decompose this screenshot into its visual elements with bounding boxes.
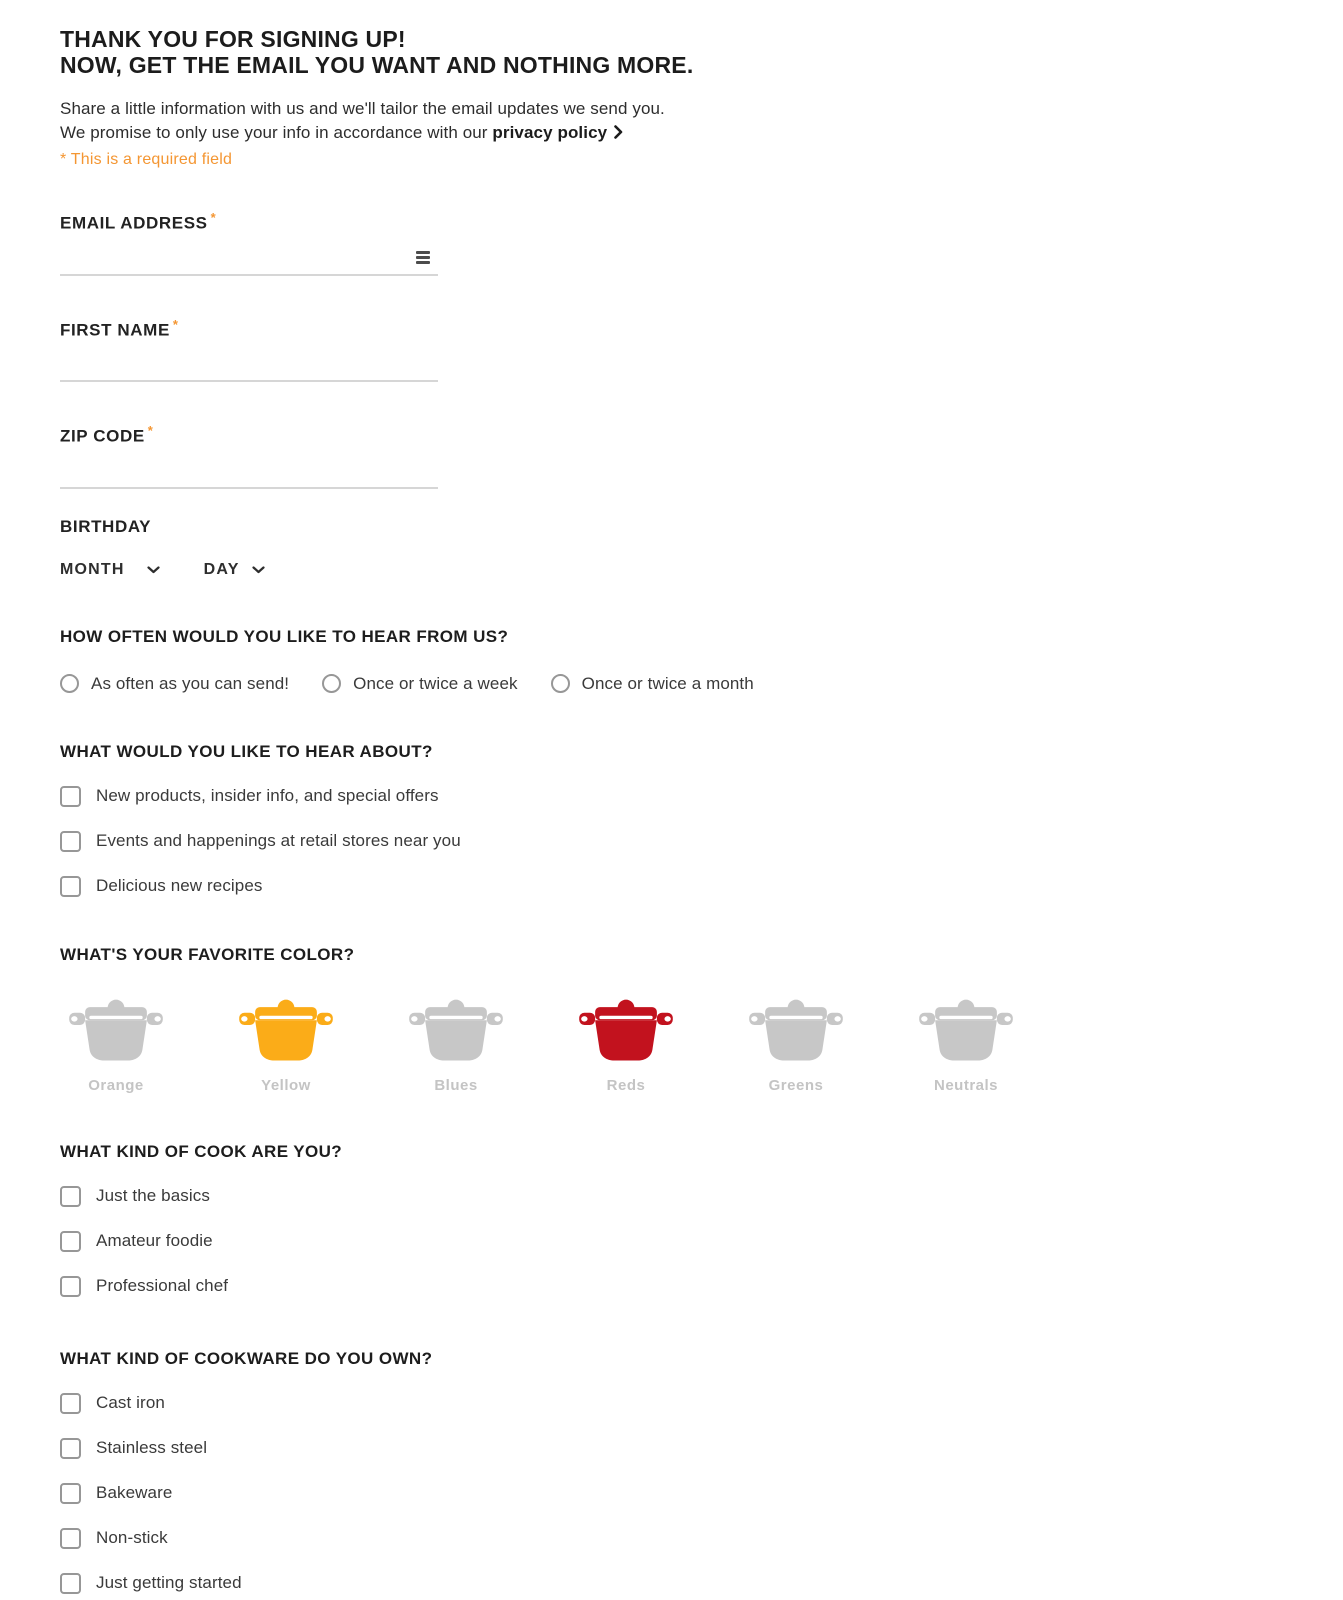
cookware-options	[60, 1393, 1343, 1594]
first-name-field-group	[60, 317, 438, 383]
pot-icon	[236, 995, 336, 1068]
intro-line2-prefix: We promise to only use your info in accordance with our	[60, 122, 493, 142]
color-option-label: Reds	[606, 1076, 646, 1094]
color-option-label: Greens	[768, 1076, 824, 1094]
first-name-label-text: FIRST NAME	[60, 320, 170, 340]
email-required-asterisk: *	[210, 210, 217, 225]
pot-icon	[746, 995, 846, 1068]
color-option-label: Blues	[434, 1076, 478, 1094]
frequency-option-monthly[interactable]	[551, 674, 754, 694]
pot-icon	[406, 995, 506, 1068]
color-option-label: Neutrals	[933, 1076, 999, 1094]
zip-label	[60, 423, 438, 447]
cook-checkbox-amateur[interactable]	[60, 1231, 81, 1252]
cook-type-options	[60, 1186, 1343, 1297]
cookware-option-label: Stainless steel	[96, 1438, 208, 1458]
cookware-checkbox-cast-iron[interactable]	[60, 1393, 81, 1414]
zip-input[interactable]	[60, 449, 438, 489]
color-option-label: Yellow	[261, 1076, 311, 1094]
zip-label-text: ZIP CODE	[60, 426, 145, 446]
pot-icon	[66, 995, 166, 1068]
color-options	[60, 995, 1343, 1094]
frequency-option-label: As often as you can send!	[91, 673, 290, 693]
favorite-color-heading: WHAT'S YOUR FAVORITE COLOR?	[60, 944, 355, 964]
frequency-radio-as-often[interactable]	[60, 674, 79, 693]
color-option-label: Orange	[88, 1076, 144, 1094]
intro-line2	[60, 121, 1343, 144]
cookware-option-label: Non-stick	[96, 1528, 168, 1548]
month-select-label: MONTH	[60, 560, 125, 578]
email-label-text: EMAIL ADDRESS	[60, 213, 208, 233]
topic-checkbox-events[interactable]	[60, 831, 81, 852]
day-select-label: DAY	[203, 560, 240, 578]
cookware-option-bakeware[interactable]	[60, 1483, 1343, 1504]
first-name-label	[60, 317, 438, 341]
month-select[interactable]	[60, 561, 160, 579]
cook-option-basics[interactable]	[60, 1186, 1343, 1207]
cook-type-heading: WHAT KIND OF COOK ARE YOU?	[60, 1141, 343, 1161]
cookware-checkbox-non-stick[interactable]	[60, 1528, 81, 1549]
cookware-checkbox-stainless[interactable]	[60, 1438, 81, 1459]
frequency-option-as-often[interactable]	[60, 674, 289, 694]
pot-icon	[576, 995, 676, 1068]
intro-line1: Share a little information with us and we'll tailor the email updates we send you.	[60, 99, 665, 119]
cookware-option-non-stick[interactable]	[60, 1528, 1343, 1549]
chevron-down-icon	[252, 566, 265, 574]
cook-option-label: Amateur foodie	[96, 1231, 213, 1251]
pot-icon	[916, 995, 1016, 1068]
cookware-option-label: Bakeware	[96, 1483, 173, 1503]
cookware-option-getting-started[interactable]	[60, 1573, 1343, 1594]
cook-option-professional[interactable]	[60, 1276, 1343, 1297]
cook-option-label: Professional chef	[96, 1276, 229, 1296]
frequency-options	[60, 674, 1343, 694]
topics-heading: WHAT WOULD YOU LIKE TO HEAR ABOUT?	[60, 741, 433, 761]
birthday-group	[60, 517, 1343, 579]
page-title-line1: THANK YOU FOR SIGNING UP!	[60, 26, 406, 52]
page-title-line2: NOW, GET THE EMAIL YOU WANT AND NOTHING MORE.	[60, 52, 694, 79]
frequency-option-label: Once or twice a month	[581, 673, 754, 693]
color-option-orange[interactable]	[60, 995, 172, 1094]
frequency-option-weekly[interactable]	[322, 674, 518, 694]
email-field-group	[60, 210, 438, 276]
cookware-option-stainless[interactable]	[60, 1438, 1343, 1459]
day-select[interactable]	[204, 561, 265, 579]
zip-required-asterisk: *	[147, 423, 154, 439]
email-input-wrap	[60, 236, 438, 276]
zip-input-wrap	[60, 449, 438, 489]
frequency-radio-weekly[interactable]	[322, 674, 341, 693]
cook-option-label: Just the basics	[96, 1186, 210, 1206]
cook-option-amateur[interactable]	[60, 1231, 1343, 1252]
chevron-down-icon	[147, 566, 160, 574]
topic-option-events[interactable]	[60, 831, 1343, 852]
page-title	[60, 26, 1343, 78]
topic-option-label: New products, insider info, and special offers	[96, 786, 439, 806]
topics-options	[60, 786, 1343, 897]
cookware-checkbox-getting-started[interactable]	[60, 1573, 81, 1594]
chevron-right-icon	[614, 122, 623, 145]
birthday-label: BIRTHDAY	[60, 516, 152, 536]
cookware-option-cast-iron[interactable]	[60, 1393, 1343, 1414]
autofill-menu-icon[interactable]	[416, 251, 430, 264]
topic-option-new-products[interactable]	[60, 786, 1343, 807]
topic-checkbox-new-products[interactable]	[60, 786, 81, 807]
color-option-blues[interactable]	[400, 995, 512, 1094]
topics-section	[60, 742, 1343, 897]
privacy-policy-link[interactable]: privacy policy	[492, 122, 608, 142]
frequency-radio-monthly[interactable]	[551, 674, 570, 693]
intro-text	[60, 97, 1343, 144]
cook-checkbox-basics[interactable]	[60, 1186, 81, 1207]
cookware-section	[60, 1349, 1343, 1594]
birthday-dropdowns	[60, 561, 1343, 579]
first-name-required-asterisk: *	[172, 316, 179, 332]
frequency-option-label: Once or twice a week	[353, 673, 518, 693]
email-label	[60, 210, 438, 234]
color-option-yellow[interactable]	[230, 995, 342, 1094]
topic-option-label: Delicious new recipes	[96, 876, 263, 896]
cook-checkbox-professional[interactable]	[60, 1276, 81, 1297]
required-field-note: * This is a required field	[60, 151, 233, 168]
color-option-reds[interactable]	[570, 995, 682, 1094]
color-option-neutrals[interactable]	[910, 995, 1022, 1094]
cook-type-section	[60, 1142, 1343, 1297]
first-name-input[interactable]	[60, 342, 438, 382]
favorite-color-section	[60, 945, 1343, 1094]
color-option-greens[interactable]	[740, 995, 852, 1094]
zip-field-group	[60, 423, 438, 489]
cookware-checkbox-bakeware[interactable]	[60, 1483, 81, 1504]
cookware-heading: WHAT KIND OF COOKWARE DO YOU OWN?	[60, 1348, 433, 1368]
frequency-section	[60, 627, 1343, 694]
cookware-option-label: Cast iron	[96, 1393, 165, 1413]
first-name-input-wrap	[60, 342, 438, 382]
topic-option-label: Events and happenings at retail stores near you	[96, 831, 461, 851]
cookware-option-label: Just getting started	[96, 1573, 242, 1593]
email-input[interactable]	[60, 236, 438, 276]
topic-option-recipes[interactable]	[60, 876, 1343, 897]
frequency-heading: HOW OFTEN WOULD YOU LIKE TO HEAR FROM US?	[60, 626, 509, 646]
topic-checkbox-recipes[interactable]	[60, 876, 81, 897]
